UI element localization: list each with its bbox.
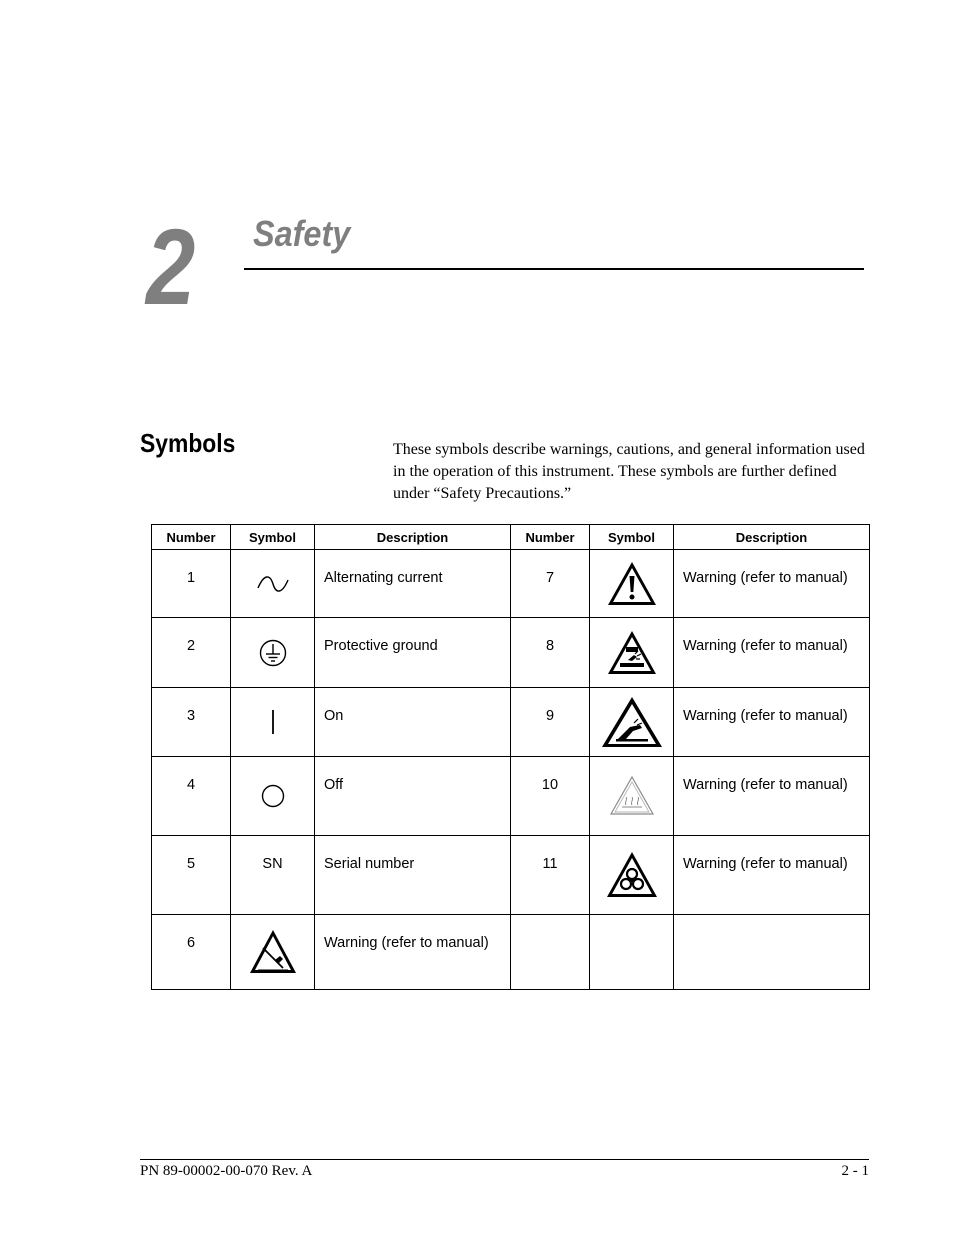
column-header-description: Description bbox=[674, 525, 870, 550]
table-header-row bbox=[152, 525, 870, 550]
symbol-number: 10 bbox=[511, 757, 590, 836]
symbol-description bbox=[674, 915, 870, 990]
symbol-number: 7 bbox=[511, 550, 590, 618]
symbol-number: 6 bbox=[152, 915, 231, 990]
title-rule bbox=[244, 268, 864, 270]
column-header-number: Number bbox=[152, 525, 231, 550]
symbol-cell bbox=[231, 915, 315, 990]
table-row bbox=[152, 915, 870, 990]
symbols-table bbox=[151, 524, 870, 990]
hot-surface-icon bbox=[609, 775, 655, 817]
sharp-hazard-icon bbox=[248, 928, 298, 976]
symbol-description: Warning (refer to manual) bbox=[674, 688, 870, 757]
symbol-number: 8 bbox=[511, 618, 590, 688]
symbol-description: Alternating current bbox=[315, 550, 511, 618]
symbol-cell bbox=[231, 688, 315, 757]
symbol-cell bbox=[231, 550, 315, 618]
symbol-cell bbox=[231, 757, 315, 836]
symbol-number: 5 bbox=[152, 836, 231, 915]
section-heading: Symbols bbox=[140, 428, 236, 458]
symbol-number bbox=[511, 915, 590, 990]
symbol-cell bbox=[590, 550, 674, 618]
symbol-text: SN bbox=[231, 836, 315, 915]
footer-page-number: 2 - 1 bbox=[841, 1163, 869, 1179]
footer-part-number: PN 89-00002-00-070 Rev. A bbox=[140, 1163, 313, 1179]
symbol-description: On bbox=[315, 688, 511, 757]
symbol-number: 3 bbox=[152, 688, 231, 757]
symbol-description: Off bbox=[315, 757, 511, 836]
column-header-symbol: Symbol bbox=[231, 525, 315, 550]
intro-paragraph: These symbols describe warnings, cautions, and general information used in the operation of this instrument. These symbols are further defined under “Safety Precautions.” bbox=[393, 441, 865, 502]
crush-hazard-icon bbox=[606, 629, 658, 677]
power-on-icon bbox=[268, 709, 278, 735]
table-row bbox=[152, 836, 870, 915]
symbol-cell bbox=[590, 915, 674, 990]
symbol-cell bbox=[590, 757, 674, 836]
column-header-description: Description bbox=[315, 525, 511, 550]
symbol-description: Warning (refer to manual) bbox=[315, 915, 511, 990]
column-header-symbol: Symbol bbox=[590, 525, 674, 550]
symbol-description: Warning (refer to manual) bbox=[674, 618, 870, 688]
protective-ground-icon bbox=[258, 638, 288, 668]
chapter-number: 2 bbox=[146, 206, 192, 327]
biohazard-icon bbox=[605, 850, 659, 900]
hand-pinch-hazard-icon bbox=[600, 695, 664, 749]
symbol-number: 1 bbox=[152, 550, 231, 618]
general-warning-icon bbox=[606, 560, 658, 608]
chapter-title: Safety bbox=[253, 213, 351, 254]
symbol-number: 2 bbox=[152, 618, 231, 688]
table-row bbox=[152, 618, 870, 688]
table-row bbox=[152, 757, 870, 836]
symbol-cell bbox=[231, 618, 315, 688]
table-row bbox=[152, 688, 870, 757]
symbol-description: Protective ground bbox=[315, 618, 511, 688]
table-row bbox=[152, 550, 870, 618]
column-header-number: Number bbox=[511, 525, 590, 550]
symbol-number: 4 bbox=[152, 757, 231, 836]
symbol-description: Warning (refer to manual) bbox=[674, 757, 870, 836]
symbol-description: Warning (refer to manual) bbox=[674, 550, 870, 618]
symbol-cell bbox=[590, 688, 674, 757]
symbol-description: Warning (refer to manual) bbox=[674, 836, 870, 915]
alternating-current-icon bbox=[256, 574, 290, 594]
symbol-cell bbox=[590, 618, 674, 688]
footer-rule bbox=[140, 1159, 869, 1160]
symbol-number: 9 bbox=[511, 688, 590, 757]
symbol-description: Serial number bbox=[315, 836, 511, 915]
power-off-icon bbox=[260, 783, 286, 809]
symbol-cell bbox=[590, 836, 674, 915]
symbol-number: 11 bbox=[511, 836, 590, 915]
